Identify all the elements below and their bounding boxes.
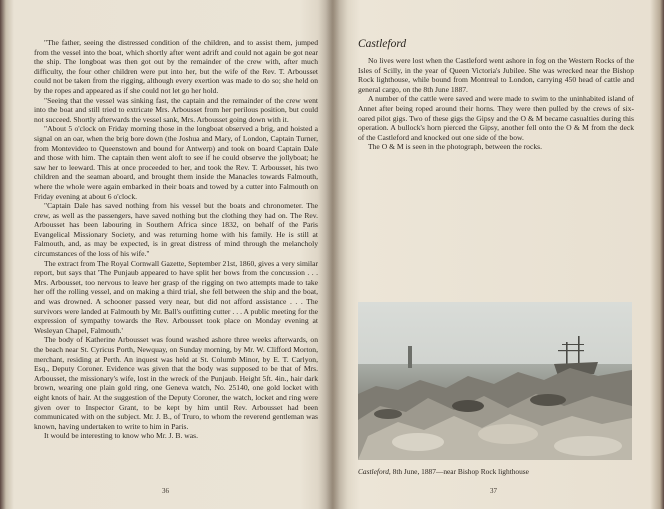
paragraph: The O & M is seen in the photograph, between the rocks. <box>368 142 542 152</box>
paragraph: "The father, seeing the distressed condition of the children, and to assist them, jumped from the vessel into the boat, which shortly after went adrift and could not again be got near the ship. The longboat was then got out by the remainder of the crew with, after much difficulty, the four other children were put into her, but the wife of the Rev. T. Arbousset could not be taken from the rigging, although every exertion was made to do so; she held on by the ropes and appeared as if she could not let go her hold. <box>34 38 318 95</box>
page-number: 36 <box>162 487 169 495</box>
caption-ship-name: Castleford, <box>358 467 391 476</box>
caption-text: 8th June, 1887—near Bishop Rock lighthouse <box>390 467 529 476</box>
paragraph: The body of Katherine Arbousset was found washed ashore three weeks afterwards, on the beach near St. Cyricus Porth, Newquay, on Sunday morning, by Mr. W. Clifford Morton, merchant, residing at Perth. An inquest was held at St. Columb Minor, by E. T. Carlyon, Esq., Deputy Coroner. Evidence was given that the body was supposed to be that of Mrs. Arbousset, the missionary's wife, lost in the wreck of the Punjaub. Height 5ft. 4in., hair dark brown, wearing one plain gold ring, one Geneva watch, No. 25140, one gold locket with eight knots of hair. At the suggestion of the Deputy Coroner, the watch, locket and ring were given over to Inspector Grant, to be kept by him until Rev. Arbousset had been communicated with on the subject. Mr. J. B., of Truro, to whom the reverend gentleman was known, having undertaken to write to him in Paris. <box>34 335 318 431</box>
right-page-text <box>358 56 634 152</box>
paragraph: The extract from The Royal Cornwall Gazette, September 21st, 1860, gives a very similar report, but says that 'The Punjaub appeared to have split her bows from the concussion . . . Mrs. Arbousset, too nervous to leave her grasp of the rigging on two attempts made to take her off the rolling vessel, and on making a third trial, she fell between the ship and the boat, and was drowned. A schooner passed very near, but did not afford assistance . . . The survivors were landed at Falmouth by Mr. Ball's outfitting cutter . . . A public meeting for the expression of sympathy towards the Rev. Arbousset took place on Monday evening at Wesleyan Chapel, Falmouth.' <box>34 258 318 335</box>
photo-illustration <box>358 302 632 460</box>
page-number: 37 <box>490 487 497 495</box>
shipwreck-photograph <box>358 302 632 460</box>
paragraph: A number of the cattle were saved and were made to swim to the uninhabited island of Annet after being roped around their horns. They were then pulled by the crews of six-oared pilot gigs. Two of these gigs the Gipsy and the O & M became casualties during this operation. A bullock's horn pierced the Gipsy, another fell onto the O & M from the deck of the Castleford and knocked out one side of the bow. <box>358 94 634 142</box>
paragraph: "Seeing that the vessel was sinking fast, the captain and the remainder of the crew went into the boat and still tried to extricate Mrs. Arbousset from her perilous position, but could not succeed. Shortly afterwards the vessel sank, Mrs. Arbousset going down with it. <box>34 95 318 124</box>
lighthouse-icon <box>408 346 412 368</box>
left-page <box>14 0 332 509</box>
paragraph: "Captain Dale has saved nothing from his vessel but the boats and chronometer. The crew, as well as the passengers, have saved nothing but the clothing they had on. The Rev. Arbousset has been labouring in Southern Africa since 1832, on behalf of the Paris Evangelical Missionary Society, and was returning home with his family. He is still at Falmouth, and, as may be expected, is in great distress of mind through the melancholy circumstances of the loss of his wife." <box>34 201 318 259</box>
section-heading: Castleford <box>358 38 407 50</box>
paragraph: No lives were lost when the Castleford went ashore in fog on the Western Rocks of the Isles of Scilly, in the year of Queen Victoria's Jubilee. She was wrecked near the Bishop Rock lighthouse, while bound from Montreal to London, carrying 450 head of cattle and general cargo, on the 8th June 1887. <box>358 56 634 94</box>
photo-caption <box>358 467 529 476</box>
left-page-text <box>34 38 318 441</box>
paragraph: "About 5 o'clock on Friday morning those in the longboat observed a brig, and hoisted a signal on an oar, when the brig bore down (the Joshua and Mary, of London, Captain Turner, from Montevideo to Queenstown and bound for Antwerp) and took on board Captain Dale and those with him. The captain then went aloft to see if he could observe the jollyboat; he saw her to leeward. This at once proceeded to her, and took the Rev. T. Arbousset, his two children and the seaman aboard, and brought them inside the Manacles towards Falmouth, where the whole were again embarked in their boats and towed by a cutter into Falmouth on Friday evening at about 6 o'clock. <box>34 124 318 201</box>
paragraph: It would be interesting to know who Mr. J. B. was. <box>44 431 198 441</box>
right-page <box>338 0 652 509</box>
